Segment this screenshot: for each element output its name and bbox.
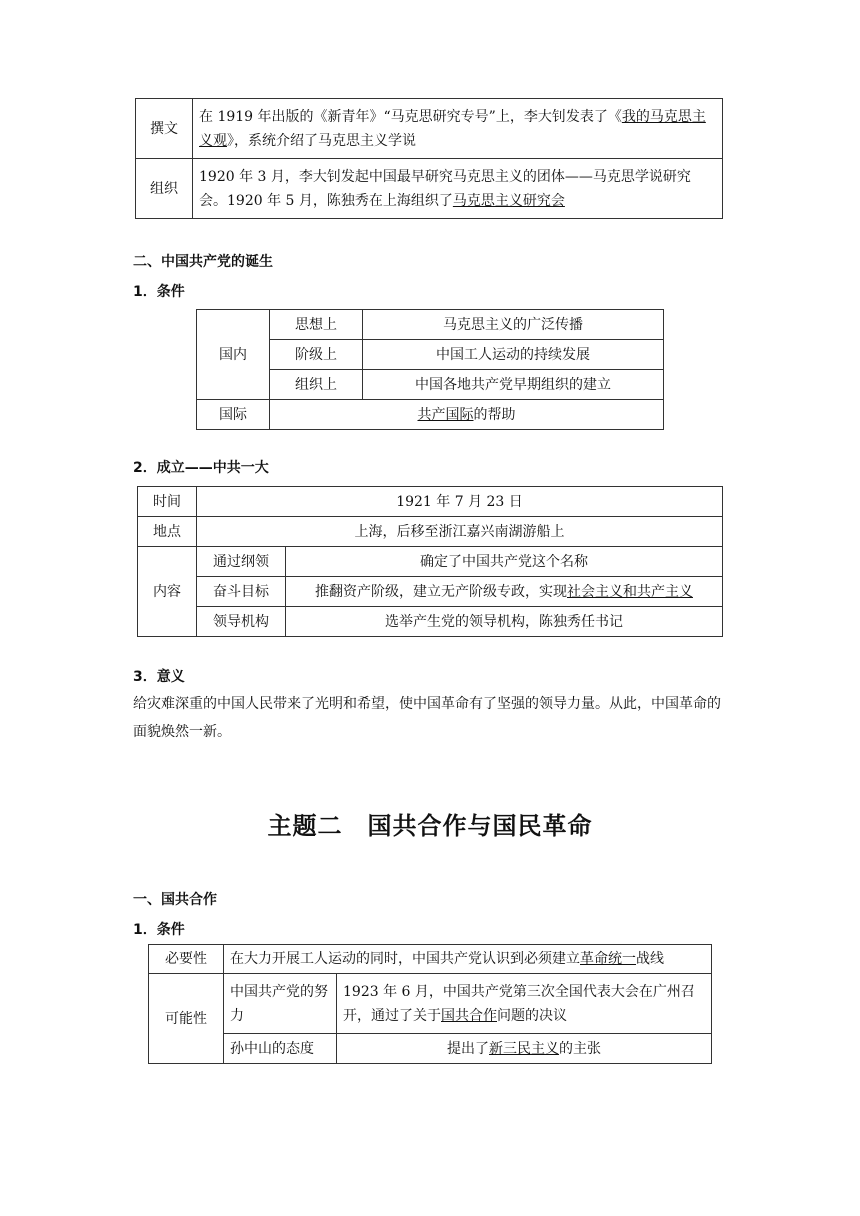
row-label: 组织: [136, 159, 193, 219]
table-row: [138, 607, 723, 637]
row-content: [193, 159, 723, 219]
table-row: [149, 945, 712, 974]
table-cooperation-conditions: [148, 944, 712, 1064]
row-key: 组织上: [270, 370, 363, 400]
subheading-conditions: 1．条件: [133, 284, 185, 300]
row-content: [193, 99, 723, 159]
row-value: 确定了中国共产党这个名称: [286, 547, 723, 577]
text: 的帮助: [473, 406, 516, 423]
table-row: [149, 1034, 712, 1064]
underlined-term: 国共合作: [441, 1007, 497, 1024]
row-key: 时间: [138, 487, 197, 517]
table-row: [138, 547, 723, 577]
table-conditions: [196, 309, 664, 430]
row-value: [286, 577, 723, 607]
row-value: [337, 974, 712, 1034]
text: 的主张: [559, 1040, 601, 1057]
row-key: 领导机构: [197, 607, 286, 637]
row-value: 马克思主义的广泛传播: [363, 310, 664, 340]
domestic-label: 国内: [197, 310, 270, 400]
row-value: [224, 945, 712, 974]
subheading-founding: 2．成立——中共一大: [133, 460, 269, 476]
row-key: 必要性: [149, 945, 224, 974]
table-row: [138, 577, 723, 607]
text: 在 1919 年出版的《新青年》“马克思研究专号”上，李大钊发表了《: [199, 108, 622, 125]
table-row: [138, 517, 723, 547]
row-value: [337, 1034, 712, 1064]
underlined-term: 社会主义和共产主义: [567, 583, 693, 600]
table-row: [136, 99, 723, 159]
row-key: 思想上: [270, 310, 363, 340]
table-row: [136, 159, 723, 219]
text: 推翻资产阶级，建立无产阶级专政，实现: [315, 583, 567, 600]
significance-paragraph: 给灾难深重的中国人民带来了光明和希望，使中国革命有了坚强的领导力量。从此，中国革命的面貌焕然一新。: [133, 696, 721, 740]
text: 》，系统介绍了马克思主义学说: [227, 132, 416, 149]
row-value: 选举产生党的领导机构，陈独秀任书记: [286, 607, 723, 637]
subheading-conditions: 1．条件: [133, 922, 185, 938]
intl-label: 国际: [197, 400, 270, 430]
row-key: 阶级上: [270, 340, 363, 370]
table-row: [138, 487, 723, 517]
row-key: 通过纲领: [197, 547, 286, 577]
text: 1923 年 6 月，中国共产党第三次全国代表大会在广州召开，通过了关于: [343, 983, 695, 1024]
content-label: 内容: [138, 547, 197, 637]
underlined-term: 新三民主义: [489, 1040, 559, 1057]
row-subkey: 孙中山的态度: [224, 1034, 337, 1064]
underlined-term: 共产国际: [417, 406, 474, 423]
underlined-term: 革命统一: [580, 951, 636, 967]
table-row: [197, 310, 664, 340]
row-value: 中国工人运动的持续发展: [363, 340, 664, 370]
text: 1920 年 3 月，李大钊发起中国最早研究马克思主义的团体——马克思学说研究会。1920 年 5 月，陈独秀在上海组织了: [199, 168, 691, 209]
table-row: [149, 974, 712, 1034]
text: 战线: [636, 951, 664, 967]
row-label: 撰文: [136, 99, 193, 159]
row-value: 上海，后移至浙江嘉兴南湖游船上: [197, 517, 723, 547]
underlined-term: 我的马克思主义观: [199, 108, 706, 149]
row-value: 1921 年 7 月 23 日: [197, 487, 723, 517]
text: 提出了: [447, 1040, 489, 1057]
row-key: 奋斗目标: [197, 577, 286, 607]
row-key: 可能性: [149, 974, 224, 1064]
row-value: [270, 400, 664, 430]
section-heading: 二、中国共产党的诞生: [133, 254, 273, 270]
row-subkey: 中国共产党的努力: [224, 974, 337, 1034]
row-value: 中国各地共产党早期组织的建立: [363, 370, 664, 400]
underlined-term: 马克思主义研究会: [452, 192, 565, 209]
section-heading: 一、国共合作: [133, 892, 217, 908]
subheading-significance: 3．意义: [133, 669, 185, 685]
text: 在大力开展工人运动的同时，中国共产党认识到必须建立: [230, 951, 580, 967]
table-row: [197, 400, 664, 430]
table-first-congress: [137, 486, 723, 637]
page-title: 主题二 国共合作与国民革命: [267, 812, 593, 840]
table-marxism-spread: [135, 98, 723, 219]
text: 问题的决议: [497, 1007, 567, 1024]
row-key: 地点: [138, 517, 197, 547]
